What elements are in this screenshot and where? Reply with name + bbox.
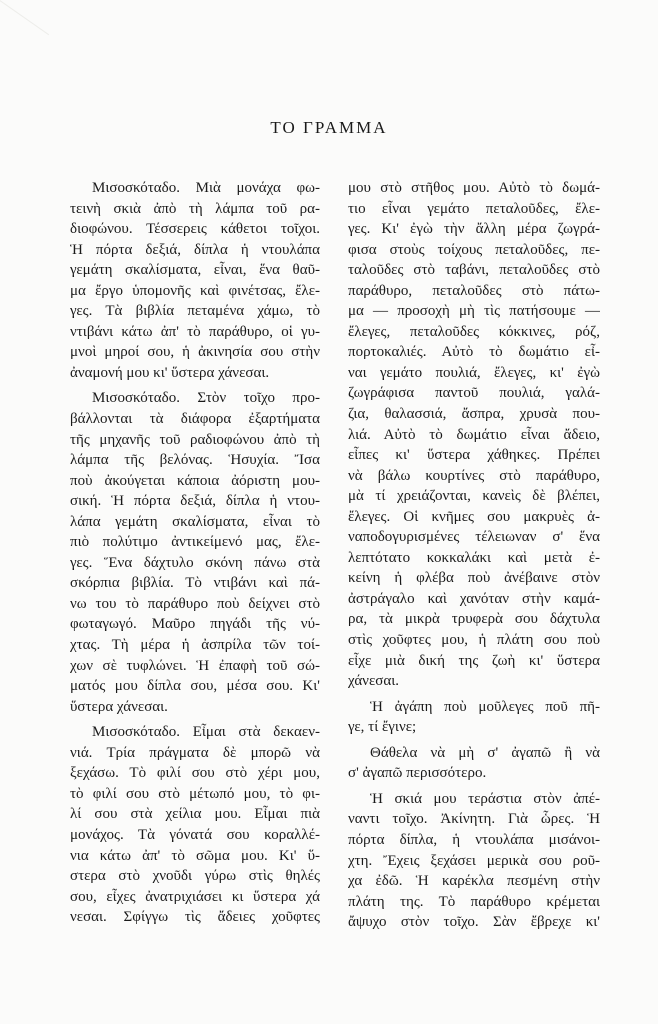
left-column [70, 178, 320, 928]
text-line: νιά. Τρία πράγματα δὲ μπορῶ νὰ [70, 744, 320, 761]
text-line: ἀστράγαλο καὶ χανόταν στὴν καμά- [348, 590, 600, 607]
text-line: ντιβάνι κάτω ἀπ' τὸ παράθυρο, οἱ γυ- [70, 323, 320, 340]
text-line: μα — προσοχὴ μὴ τὶς πατήσουμε — [348, 303, 600, 320]
paragraph [70, 722, 320, 927]
right-column [348, 178, 600, 933]
text-line: Μισοσκόταδο. Εἶμαι στὰ δεκαεν- [92, 724, 320, 741]
text-line: γες. Ἕνα δάχτυλο σκόνη πάνω στὰ [70, 554, 320, 571]
text-line: Μισοσκόταδο. Στὸν τοῖχο προ- [92, 390, 320, 407]
text-line: λί σου στὰ χείλια μου. Εἶμαι πιὰ [70, 806, 320, 823]
text-line: εἶπες κι' ὕστερα χάθηκες. Πρέπει [348, 447, 600, 464]
text-line: τιο εἶναι γεμάτο πεταλοῦδες, ἔλε- [348, 200, 600, 217]
text-line: εἶχε μιὰ δική της ζωὴ κι' ὕστερα [348, 652, 600, 669]
text-line: φισα στοὺς τοίχους πεταλοῦδες, πε- [348, 241, 600, 258]
text-line: ἄψυχο στὸν τοῖχο. Σὰν ἔβρεχε κι' [348, 914, 600, 931]
text-line: Ἡ σκιά μου τεράστια στὸν ἀπέ- [370, 790, 600, 807]
text-line: μονάχος. Τὰ γόνατά σου κοραλλέ- [70, 826, 320, 843]
text-line: ναντι τοῖχο. Ἀκίνητη. Γιὰ ὧρες. Ἡ [348, 811, 600, 828]
paragraph [348, 697, 600, 738]
text-line: τεινὴ σκιὰ ἀπὸ τὴ λάμπα τοῦ ρα- [70, 200, 320, 217]
text-line: πιὸ πολύτιμο ἀντικείμενό μας, ἔλε- [70, 534, 320, 551]
text-line: νω του τὸ παράθυρο ποὺ δείχνει στὸ [70, 595, 320, 612]
text-line: Μισοσκόταδο. Μιὰ μονάχα φω- [92, 180, 320, 196]
text-line: γες. Τὰ βιβλία πεταμένα χάμω, τὸ [70, 303, 320, 320]
text-line: ὕστερα χάνεσαι. [70, 698, 168, 715]
text-line: ματός μου δίπλα σου, μέσα σου. Κι' [70, 678, 320, 695]
text-line: πόρτα δίπλα, ἡ ντουλάπα μισάνοι- [348, 831, 600, 848]
text-line: λεπτότατο κοκκαλάκι καὶ μετὰ ἐ- [348, 549, 600, 566]
text-line: Ἡ ἀγάπη ποὺ μοῦλεγες ποῦ πῆ- [370, 698, 600, 715]
text-line: ξεχάσω. Τὸ φιλί σου στὸ χέρι μου, [70, 765, 320, 782]
text-line: ἔλεγες, πεταλοῦδες κόκκινες, ρόζ, [348, 323, 600, 340]
text-line: ἀναμονή μου κι' ὕστερα χάνεσαι. [70, 364, 270, 381]
text-line: νεσαι. Σφίγγω τὶς ἄδειες χοῦφτες [70, 909, 320, 926]
text-line: παράθυρο, πεταλοῦδες στὸ πάτω- [348, 282, 600, 299]
text-line: ἔλεγες. Οἱ κνῆμες σου μακρυὲς ἀ- [348, 508, 600, 525]
text-line: ποὺ ἀκούγεται κάποια ἀόριστη μου- [70, 472, 320, 489]
text-line: νια κάτω ἀπ' τὸ σῶμα μου. Κι' ὕ- [70, 847, 320, 864]
text-line: γε, τί ἔγινε; [348, 719, 417, 736]
text-line: μου στὸ στῆθος μου. Αὐτὸ τὸ δωμά- [348, 180, 600, 196]
text-line: γες. Κι' ἐγὼ τὴν ἄλλη μέρα ζωγρά- [348, 221, 600, 238]
text-line: χα ἐδῶ. Ἡ καρέκλα πεσμένη στὴν [348, 873, 600, 890]
text-line: στερα στὸ χνοῦδι γύρω στὶς θηλές [70, 868, 320, 885]
text-line: Ἡ πόρτα δεξιά, δίπλα ἡ ντουλάπα [70, 241, 320, 258]
text-line: μὰ τί χρειάζονται, κανεὶς δὲ βλέπει, [348, 488, 600, 505]
text-line: πλάτη της. Τὸ παράθυρο κρέμεται [348, 893, 600, 910]
paragraph [348, 178, 600, 692]
paragraph [348, 789, 600, 933]
text-line: τῆς μηχανῆς τοῦ ραδιοφώνου ἀπὸ τὴ [70, 431, 320, 448]
text-line: σου, εἶχες ἀνατριχιάσει κι ὕστερα χά [70, 888, 320, 905]
text-line: μα ἔργο ὑπομονῆς καὶ φινέτσας, ἔλε- [70, 282, 320, 299]
text-line: σική. Ἡ πόρτα δεξιά, δίπλα ἡ ντου- [70, 493, 320, 510]
text-line: λάπα γεμάτη σκαλίσματα, εἶναι τὸ [70, 513, 320, 530]
text-line: στὶς χοῦφτες μου, ἡ πλάτη σου ποὺ [348, 632, 600, 649]
text-line: χων σὲ τυφλώνει. Ἡ ἐπαφὴ τοῦ σώ- [70, 657, 320, 674]
paragraph [70, 178, 320, 383]
text-line: σκόρπια βιβλία. Τὸ ντιβάνι καὶ πά- [70, 575, 320, 592]
page-title: ΤΟ ΓΡΑΜΜΑ [270, 118, 388, 137]
text-line: ζωγράφισα παντοῦ πουλιά, γαλά- [348, 385, 600, 402]
text-line: ρα, τὰ μικρὰ τρυφερὰ σου δάχτυλα [348, 611, 600, 628]
text-line: ζια, θαλασσιά, ἄσπρα, χρυσὰ που- [348, 406, 600, 423]
text-line: λιά. Αὐτὸ τὸ δωμάτιο εἶναι ἄδειο, [348, 426, 600, 443]
text-line: χτας. Τὴ μέρα ἡ ἀσπρίλα τῶν τοί- [70, 637, 320, 654]
text-line: ναποδογυρισμένες τέλειωναν σ' ἕνα [348, 529, 600, 546]
text-line: Θάθελα νὰ μὴ σ' ἀγαπῶ ἢ νὰ [370, 744, 600, 761]
text-line: γεμάτη σκαλίσματα, εἶναι, ἕνα θαῦ- [70, 262, 320, 279]
text-line: κείνη ἡ φλέβα ποὺ ἀνέβαινε στὸν [348, 570, 600, 587]
text-line: φωταγωγό. Μαῦρο πηγάδι τῆς νύ- [70, 616, 320, 633]
text-line: σ' ἀγαπῶ περισσότερο. [348, 765, 487, 782]
text-line: χτη. Ἔχεις ξεχάσει μερικὰ σου ροῦ- [348, 852, 600, 869]
text-line: χάνεσαι. [348, 673, 399, 690]
text-line: μνοὶ μηροί σου, ἡ ἀκινησία σου στὴν [70, 344, 320, 361]
paragraph [348, 743, 600, 784]
text-line: ναι γεμάτο πουλιά, ἔλεγες, κι' ἐγὼ [348, 364, 600, 381]
text-line: ταλοῦδες στὸ ταβάνι, πεταλοῦδες στὸ [348, 262, 600, 279]
text-line: νὰ βάλω κουρτίνες στὸ παράθυρο, [348, 467, 600, 484]
text-line: βάλλονται τὰ διάφορα ἐξαρτήματα [70, 411, 320, 428]
text-line: πορτοκαλιές. Αὐτὸ τὸ δωμάτιο εἶ- [348, 344, 600, 361]
text-line: διοφώνου. Τέσσερεις κάθετοι τοῖχοι. [70, 221, 320, 238]
text-line: τὸ φιλί σου στὸ μέτωπό μου, τὸ φι- [70, 785, 320, 802]
text-line: λάμπα τῆς βελόνας. Ἡσυχία. Ἴσα [70, 452, 320, 469]
scan-artifact [0, 0, 49, 84]
paragraph [70, 388, 320, 717]
